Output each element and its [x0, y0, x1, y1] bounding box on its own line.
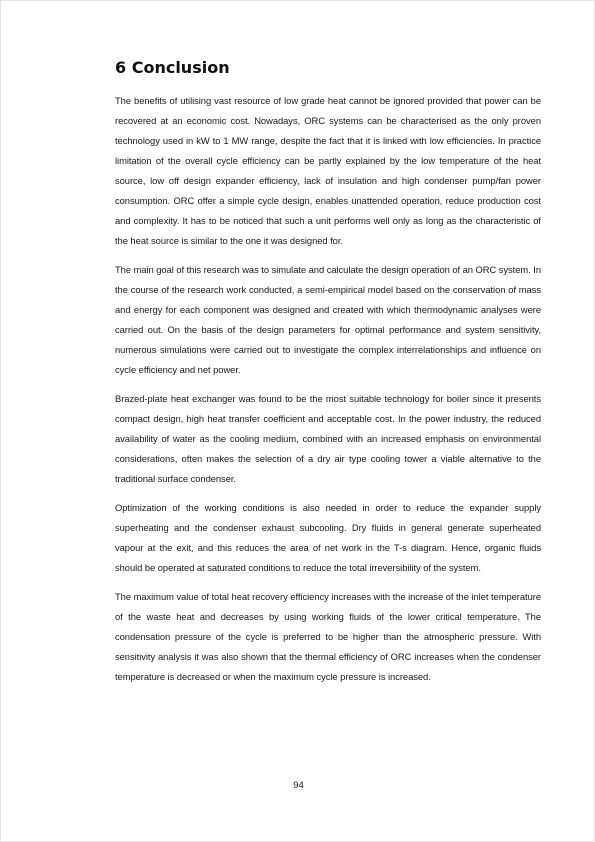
paragraph-1: The benefits of utilising vast resource of low grade heat cannot be ignored provided that power can be recovered at an economic cost. Nowadays, ORC systems can be characterised as the only proven technology used in kW to 1 MW range, despite the fact that it is linked with low efficiencies. In practice limitation of the overall cycle efficiency can be partly explained by the low temperature of the heat source, low off design expander efficiency, lack of insulation and high condenser pump/fan power consumption. ORC offer a simple cycle design, enables unattended operation, reduce production cost and complexity. It has to be noticed that such a unit performs well only as long as the characteristic of the heat source is similar to the one it was designed for.: [115, 95, 541, 246]
body-text: [115, 91, 541, 696]
paragraph-2: The main goal of this research was to simulate and calculate the design operation of an ORC system. In the course of the research work conducted, a semi-empirical model based on the conservation of mass and energy for each component was designed and created with which thermodynamic analyses were carried out. On the basis of the design parameters for optimal performance and system sensitivity, numerous simulations were carried out to investigate the complex interrelationships and influence on cycle efficiency and net power.: [115, 264, 541, 375]
section-heading: 6 Conclusion: [115, 58, 230, 77]
paragraph-5: The maximum value of total heat recovery efficiency increases with the increase of the inlet temperature of the waste heat and decreases by using working fluids of the lower critical temperature. The condensation pressure of the cycle is preferred to be higher than the atmospheric pressure. With sensitivity analysis it was also shown that the thermal efficiency of ORC increases when the condenser temperature is decreased or when the maximum cycle pressure is increased.: [115, 591, 541, 682]
paragraph-3: Brazed-plate heat exchanger was found to be the most suitable technology for boiler since it presents compact design, high heat transfer coefficient and acceptable cost. In the power industry, the reduced availability of water as the cooling medium, combined with an increased emphasis on environmental considerations, often makes the selection of a dry air type cooling tower a viable alternative to the traditional surface condenser.: [115, 393, 541, 484]
page-number: 94: [293, 780, 304, 791]
paragraph-4: Optimization of the working conditions is also needed in order to reduce the expander supply superheating and the condenser exhaust subcooling. Dry fluids in general generate superheated vapour at the exit, and this reduces the area of net work in the T-s diagram. Hence, organic fluids should be operated at saturated conditions to reduce the total irreversibility of the system.: [115, 502, 541, 573]
